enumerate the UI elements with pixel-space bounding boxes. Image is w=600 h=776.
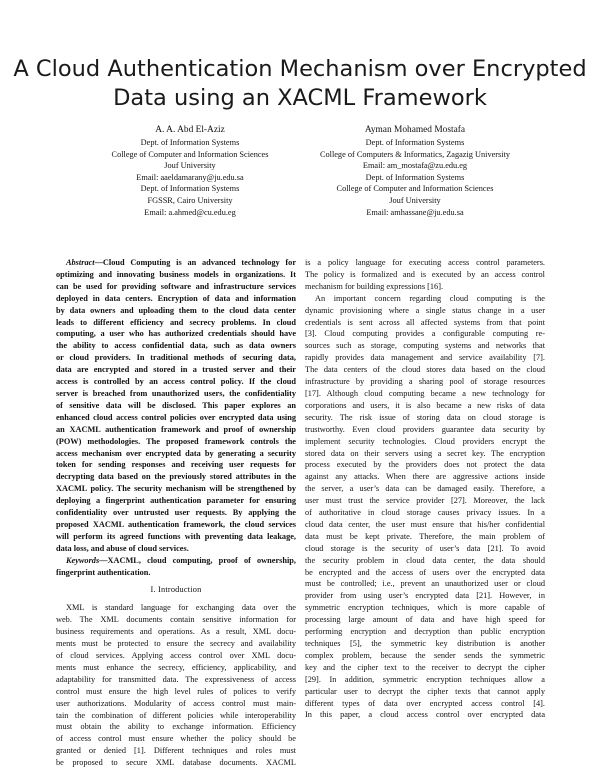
abstract-label: Abstract [66,258,95,267]
body-line: rapidly provides data management and service availability [7]. [305,353,545,363]
intro-line: adaptability for transmitted data. The expressiveness of access [56,674,296,684]
body-line: be encrypted and the access of users over the encrypted data [305,567,545,577]
abstract-line: optimizing and innovating business models in organizations. It [56,269,296,279]
abstract-line: token for sending responses and receiving user requests for [56,460,296,470]
abstract-line: decrypting data based on the previously stored attributes in the [56,472,296,482]
paper-title [0,55,600,113]
body-line: different types of data over encrypted access control [4]. [305,698,545,708]
intro-line: user authorizations. Modularity of access control must main- [56,698,296,708]
body-line: [17]. Although cloud computing became a new technology for [305,388,545,398]
intro-line: of access control must ensure whether the policy should be [56,734,296,744]
author-line: College of Computer and Information Sciences [336,184,494,194]
intro-line: control must ensure the high level rules of polices to verify [56,686,296,696]
body-line: the server, a user’s data can be damaged easily. Therefore, a [305,484,545,494]
keywords-label: Keywords [66,555,100,565]
body-line: In this paper, a cloud access control over encrypted data [305,710,545,720]
author-line: Jouf University [164,161,216,171]
intro-line: ments must enhance the secrecy, efficiency, applicability, and [56,662,296,672]
body-line: processing large amount of data and have high speed for [305,615,545,625]
body-line: [29]. In addition, symmetric encryption techniques allow a [305,674,545,684]
abstract-line: or cloud providers. In traditional methods of securing data, [56,353,296,363]
intro-line: tain the combination of different policies while interoperability [56,710,296,720]
body-line: trustworthy. Even cloud providers guarantee data security by [305,424,545,434]
keywords-line: Keywords—XACML, cloud computing, proof of ownership, [66,555,296,565]
author-email: Email: a.ahmed@cu.edu.eg [144,207,236,217]
abstract-line: an XACML authentication framework and proof of ownership [56,424,296,434]
abstract [56,257,296,555]
body-line: particular user to decrypt the cipher texts that cannot apply [305,686,545,696]
author-line: Dept. of Information Systems [365,138,465,147]
body-line: sources such as storage, computing systems and networks that [305,341,545,351]
left-column [56,257,296,769]
body-line: symmetric encryption techniques, which is more capable of [305,603,545,613]
abstract-line: enhanced cloud access control policies over encrypted data using [56,412,296,422]
intro-line: of cloud services. Applying access control over XML docu- [56,651,296,660]
author-line: FGSSR, Cairo University [147,195,233,205]
body-line: security. The risk issue of storing data on cloud storage is [305,412,545,422]
author-email: Email: aaeldamarany@ju.edu.sa [136,172,244,182]
body-line: implement security technologies. Cloud providers encrypt the [305,436,545,446]
author-line: College of Computers & Informatics, Zagazig University [319,149,511,159]
author-name: A. A. Abd El-Aziz [155,125,225,135]
body-line: data must be kept private. Therefore, the main problem of [305,531,545,541]
introduction [56,602,296,769]
section-heading: I. Introduction [150,585,202,595]
intro-line: business requirements and operations. As a result, XML docu- [56,627,296,637]
intro-line: ments must be protected to ensure the secrecy and availability [56,639,296,649]
abstract-line: can be used for providing software and infrastructure services [56,281,296,291]
body-line: user must trust the service provider [27]. Moreover, the lack [305,496,545,506]
title-line: Data using an XACML Framework [113,85,487,111]
abstract-line: data loss, and abuse of cloud services. [56,543,189,553]
author-block-1 [80,124,300,218]
abstract-line: will perform its agreed functions with preventing data leakage, [56,531,296,541]
right-column [305,257,545,721]
body-line: provider from using user’s encrypted data [21]. However, in [305,591,545,601]
intro-line: granted or denied [1]. Different techniques and roles must [56,746,296,756]
title-line: A Cloud Authentication Mechanism over Encrypted [13,56,587,82]
abstract-line: leads to different efficiency and secrecy problems. In cloud [56,317,296,327]
abstract-line: deploying a fingerprint authentication parameter for ensuring [56,496,296,506]
abstract-line: XACML policy. The security mechanism will be strengthened by [56,484,296,494]
body-line: cloud data center, the user must ensure that his/her confidential [305,519,545,529]
author-line: College of Computer and Information Sciences [111,149,269,159]
body-line: process executed by the providers does not protect the data [305,460,545,470]
abstract-line: proposed XACML authentication framework, the cloud services [56,519,296,529]
intro-line: web. The XML documents contain sensitive information for [56,615,296,625]
author-block-2 [285,124,545,218]
body-line: [3]. Cloud computing provides a configurable computing re- [305,329,545,339]
body-line: stored data on their servers using a secret key. The encryption [305,448,545,458]
author-line: Dept. of Information Systems [140,138,240,147]
abstract-line: server is breached from unauthorized users, the confidentiality [56,388,296,398]
body-line: key and the cipher text to the receiver to decrypt the cipher [305,662,545,672]
intro-line: be proposed to secure XML database documents. XACML [56,758,296,768]
body-line: performing encryption and decryption than public encryption [305,627,545,637]
abstract-line: Abstract—Cloud Computing is an advanced technology for [66,258,296,267]
intro-line: must obtain the ability to exchange information. Efficiency [56,722,296,732]
body-line: techniques [5], the symmetric key distribution is another [305,639,545,648]
abstract-line: deployed in data centers. Encryption of data and information [56,293,296,303]
abstract-line: access mechanism over encrypted data by generating a security [56,448,296,458]
body-line: of authoritative in cloud storage causes privacy issues. In a [305,508,545,518]
abstract-line: access is controlled by an access control policy. If the cloud [56,377,296,387]
body-line: The policy is formalized and is executed by an access control [305,269,545,279]
body-line: infrastructure by providing a sharing pool of storage resources [305,377,545,387]
abstract-line: computing, a user who has authorized credentials should have [56,329,296,339]
author-name: Ayman Mohamed Mostafa [364,125,466,135]
abstract-line: data are encrypted and stored in a trusted server and their [56,365,296,375]
author-line: Dept. of Information Systems [140,184,240,194]
body-line: complex problem, because the sender sends the symmetric [305,650,545,660]
body-line: The data centers of the cloud stores data based on the cloud [305,365,545,375]
abstract-line: by data owners and uploading them to the cloud data center [56,305,296,315]
author-line: Jouf University [389,195,441,205]
body-line: the security problem in cloud data center, the data should [305,555,545,565]
author-email: Email: am_mostafa@zu.edu.eg [362,161,468,171]
author-email: Email: amhassane@ju.edu.sa [366,207,464,217]
body-line: mechanism for building expressions [16]. [305,281,444,291]
body-line: is a policy language for executing access control parameters. [305,258,545,267]
abstract-line: of sensitive data will be disclosed. This paper explores an [56,400,296,410]
body-line: corporations and users, it is also became a new risks of data [305,400,545,410]
body-line: must be controlled; i.e., prevent an unauthorized user or cloud [305,579,545,589]
author-line: Dept. of Information Systems [365,172,465,182]
intro-line: XML is standard language for exchanging data over the [66,603,296,613]
keywords [56,555,296,579]
body-line: An important concern regarding cloud computing is the [315,293,545,303]
body-line: against any attacks. When there are aggressive actions inside [305,472,545,482]
body-line: dynamic provisioning where a single status change in a user [305,305,545,315]
body-line: credentials is sent across all affected systems from that point [305,317,545,327]
body-line: cloud storage is the security of user’s data [21]. To avoid [305,543,545,553]
abstract-line: the ability to access confidential data, such as data owners [56,341,296,351]
abstract-line: (POW) methodologies. The proposed framework controls the [56,436,296,446]
keywords-line: fingerprint authentication. [56,567,151,577]
abstract-line: confidentiality over untrusted user requests. By applying the [56,508,296,518]
